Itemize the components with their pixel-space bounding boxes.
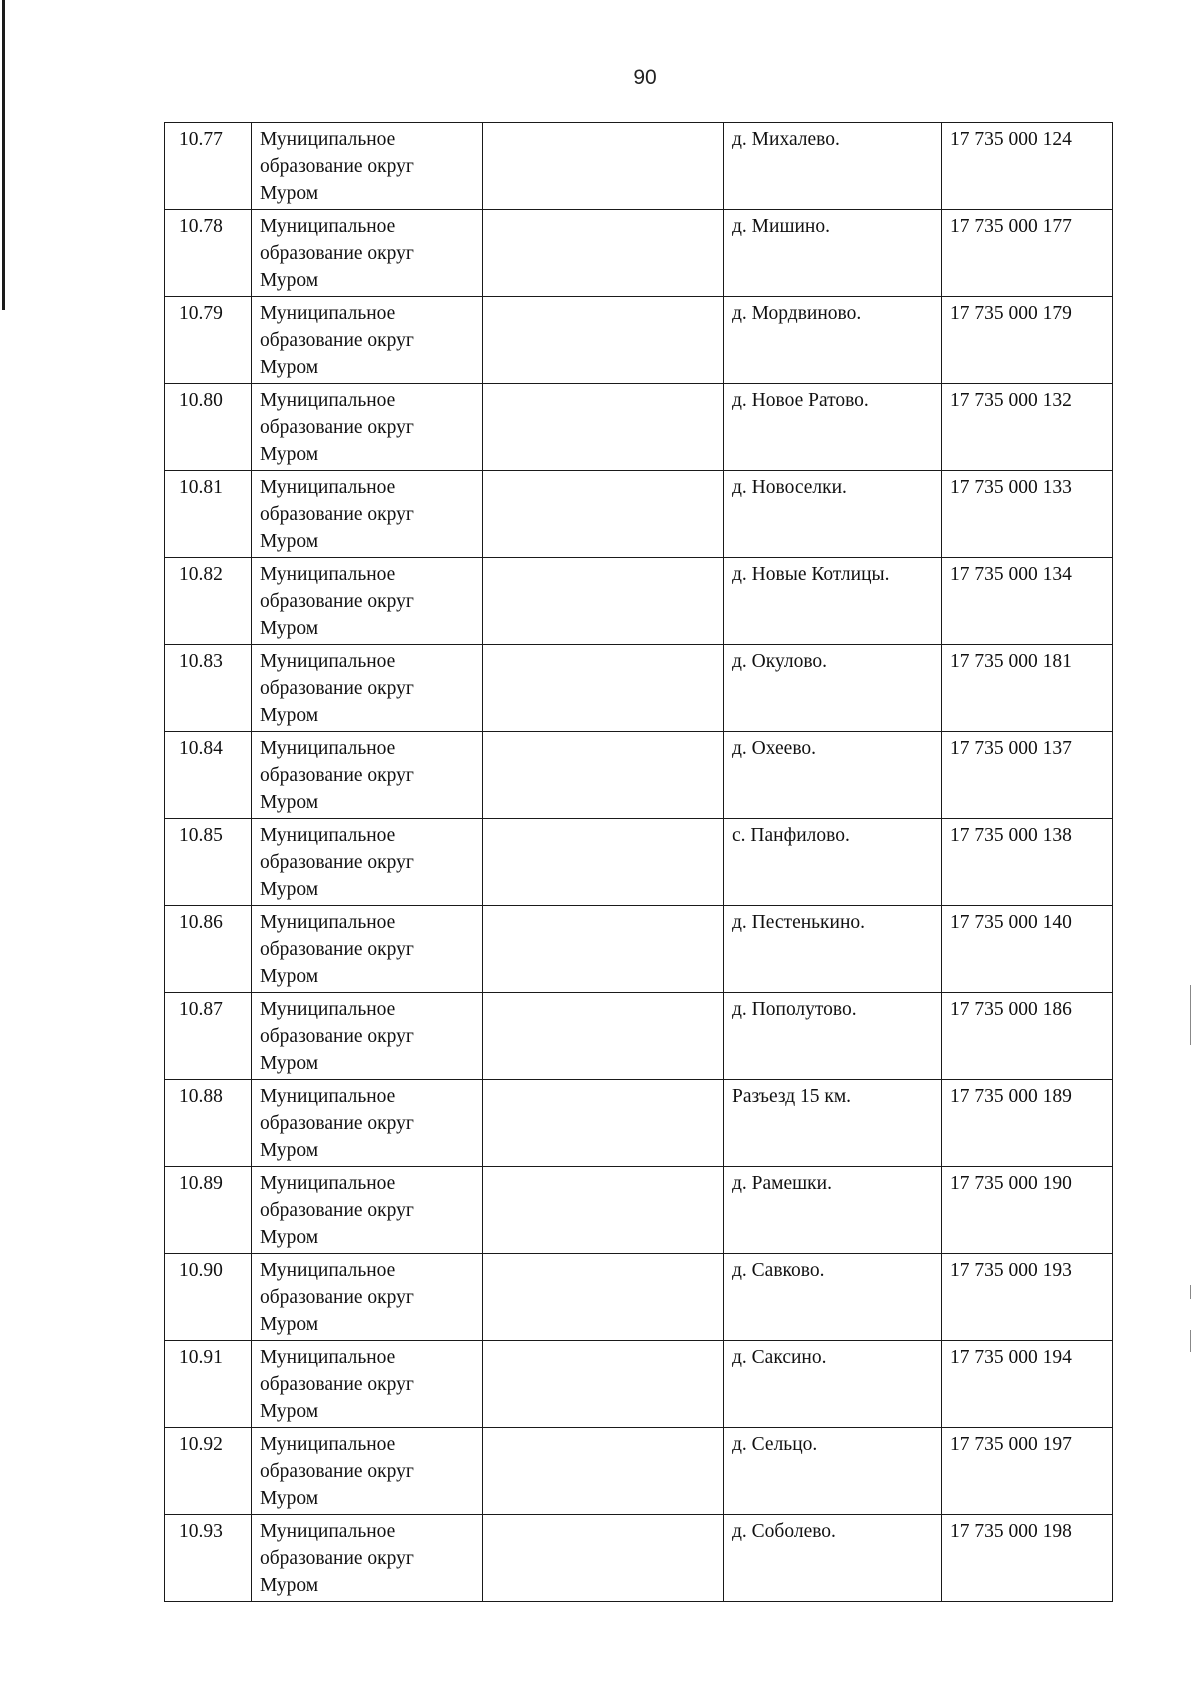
settlement-cell: д. Савково. [724,1254,942,1341]
municipality-cell: Муниципальное образование округ Муром [252,645,483,732]
row-number-cell: 10.90 [165,1254,252,1341]
settlement-cell: д. Новые Котлицы. [724,558,942,645]
row-number-cell: 10.83 [165,645,252,732]
empty-cell [483,210,724,297]
table-row [165,471,1113,558]
empty-cell [483,819,724,906]
row-number-cell: 10.92 [165,1428,252,1515]
oktmo-code-cell: 17 735 000 190 [942,1167,1113,1254]
municipality-cell: Муниципальное образование округ Муром [252,1515,483,1602]
empty-cell [483,1515,724,1602]
table-row [165,993,1113,1080]
settlement-cell: д. Рамешки. [724,1167,942,1254]
scan-mark [1190,1285,1191,1299]
municipality-cell: Муниципальное образование округ Муром [252,1080,483,1167]
scan-margin-line [2,0,5,310]
municipality-cell: Муниципальное образование округ Муром [252,297,483,384]
settlement-cell: д. Мордвиново. [724,297,942,384]
table-row [165,1515,1113,1602]
row-number-cell: 10.85 [165,819,252,906]
row-number-cell: 10.91 [165,1341,252,1428]
municipality-cell: Муниципальное образование округ Муром [252,210,483,297]
scan-mark [1190,1330,1191,1352]
row-number-cell: 10.93 [165,1515,252,1602]
table-row [165,1428,1113,1515]
table-row [165,297,1113,384]
municipality-cell: Муниципальное образование округ Муром [252,906,483,993]
settlement-cell: д. Саксино. [724,1341,942,1428]
table-row [165,1167,1113,1254]
settlement-cell: Разъезд 15 км. [724,1080,942,1167]
oktmo-code-cell: 17 735 000 138 [942,819,1113,906]
row-number-cell: 10.89 [165,1167,252,1254]
empty-cell [483,732,724,819]
oktmo-code-cell: 17 735 000 181 [942,645,1113,732]
empty-cell [483,645,724,732]
settlement-cell: д. Новое Ратово. [724,384,942,471]
row-number-cell: 10.87 [165,993,252,1080]
row-number-cell: 10.81 [165,471,252,558]
municipality-cell: Муниципальное образование округ Муром [252,123,483,210]
settlement-cell: д. Михалево. [724,123,942,210]
municipality-cell: Муниципальное образование округ Муром [252,1254,483,1341]
oktmo-code-cell: 17 735 000 134 [942,558,1113,645]
settlements-table [164,122,1113,1602]
table-row [165,558,1113,645]
oktmo-code-cell: 17 735 000 186 [942,993,1113,1080]
oktmo-code-cell: 17 735 000 177 [942,210,1113,297]
oktmo-code-cell: 17 735 000 198 [942,1515,1113,1602]
municipality-cell: Муниципальное образование округ Муром [252,732,483,819]
oktmo-code-cell: 17 735 000 179 [942,297,1113,384]
table-row [165,210,1113,297]
municipality-cell: Муниципальное образование округ Муром [252,1341,483,1428]
row-number-cell: 10.79 [165,297,252,384]
table-row [165,384,1113,471]
row-number-cell: 10.77 [165,123,252,210]
oktmo-code-cell: 17 735 000 189 [942,1080,1113,1167]
empty-cell [483,297,724,384]
oktmo-code-cell: 17 735 000 137 [942,732,1113,819]
municipality-cell: Муниципальное образование округ Муром [252,384,483,471]
oktmo-code-cell: 17 735 000 133 [942,471,1113,558]
oktmo-code-cell: 17 735 000 140 [942,906,1113,993]
table-row [165,1341,1113,1428]
settlement-cell: д. Новоселки. [724,471,942,558]
empty-cell [483,906,724,993]
municipality-cell: Муниципальное образование округ Муром [252,819,483,906]
oktmo-code-cell: 17 735 000 194 [942,1341,1113,1428]
municipality-cell: Муниципальное образование округ Муром [252,471,483,558]
scan-mark [1190,985,1191,1045]
oktmo-code-cell: 17 735 000 132 [942,384,1113,471]
municipality-cell: Муниципальное образование округ Муром [252,1167,483,1254]
empty-cell [483,123,724,210]
table-row [165,1254,1113,1341]
settlement-cell: с. Панфилово. [724,819,942,906]
settlement-cell: д. Сельцо. [724,1428,942,1515]
table-row [165,1080,1113,1167]
empty-cell [483,1341,724,1428]
settlement-cell: д. Пестенькино. [724,906,942,993]
row-number-cell: 10.82 [165,558,252,645]
table-row [165,123,1113,210]
settlement-cell: д. Соболево. [724,1515,942,1602]
oktmo-code-cell: 17 735 000 197 [942,1428,1113,1515]
table-row [165,645,1113,732]
settlement-cell: д. Окулово. [724,645,942,732]
municipality-cell: Муниципальное образование округ Муром [252,558,483,645]
oktmo-code-cell: 17 735 000 124 [942,123,1113,210]
municipality-cell: Муниципальное образование округ Муром [252,993,483,1080]
table-body [165,123,1113,1602]
empty-cell [483,993,724,1080]
empty-cell [483,1428,724,1515]
row-number-cell: 10.84 [165,732,252,819]
table-row [165,819,1113,906]
empty-cell [483,1167,724,1254]
table-row [165,732,1113,819]
row-number-cell: 10.88 [165,1080,252,1167]
row-number-cell: 10.86 [165,906,252,993]
empty-cell [483,384,724,471]
municipality-cell: Муниципальное образование округ Муром [252,1428,483,1515]
table-row [165,906,1113,993]
empty-cell [483,1254,724,1341]
settlement-cell: д. Мишино. [724,210,942,297]
page-number: 90 [633,66,657,89]
empty-cell [483,1080,724,1167]
settlement-cell: д. Пополутово. [724,993,942,1080]
settlement-cell: д. Охеево. [724,732,942,819]
oktmo-code-cell: 17 735 000 193 [942,1254,1113,1341]
row-number-cell: 10.80 [165,384,252,471]
empty-cell [483,471,724,558]
empty-cell [483,558,724,645]
row-number-cell: 10.78 [165,210,252,297]
